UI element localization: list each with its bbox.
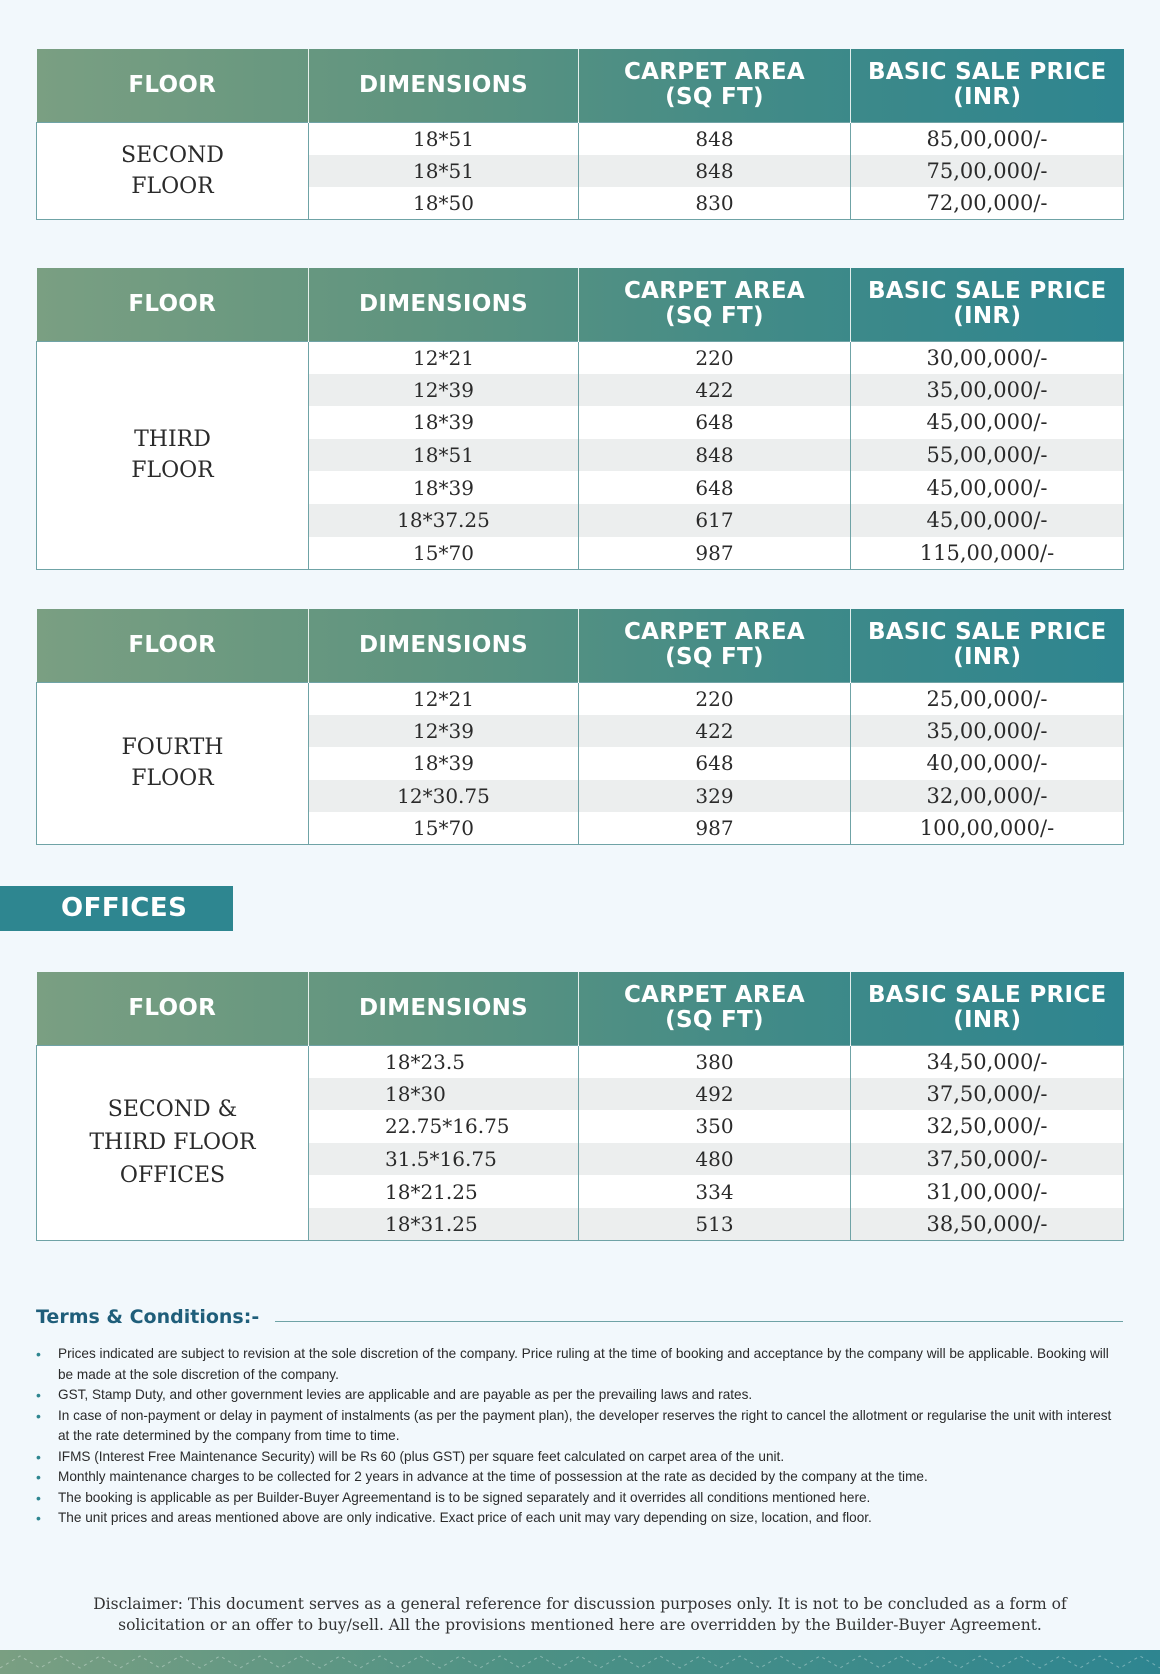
carpet-area-cell: 220 xyxy=(579,682,851,715)
header-price: BASIC SALE PRICE (INR) xyxy=(867,982,1107,1034)
dimensions-cell: 18*51 xyxy=(309,122,579,155)
price-cell: 38,50,000/- xyxy=(851,1208,1124,1241)
price-cell: 100,00,000/- xyxy=(851,812,1124,845)
dimensions-cell: 15*70 xyxy=(309,537,579,570)
list-item xyxy=(36,1385,1123,1406)
header-carpet-area: CARPET AREA (SQ FT) xyxy=(579,972,851,1045)
header-carpet-area: CARPET AREA (SQ FT) xyxy=(579,268,851,341)
price-cell: 35,00,000/- xyxy=(851,715,1124,748)
list-item xyxy=(36,1508,1123,1529)
dimensions-cell: 18*51 xyxy=(309,155,579,188)
term-text: GST, Stamp Duty, and other government levies are applicable and are payable as per the prevailing laws and rates. xyxy=(58,1387,753,1402)
price-cell: 32,50,000/- xyxy=(851,1110,1124,1143)
bullet-icon: • xyxy=(36,1407,41,1424)
table-header-row xyxy=(37,972,1124,1045)
dimensions-cell: 12*30.75 xyxy=(309,780,579,813)
list-item xyxy=(36,1488,1123,1509)
carpet-area-cell: 350 xyxy=(579,1110,851,1143)
term-text: The unit prices and areas mentioned above are only indicative. Exact price of each unit may vary depending on size, location, and floor. xyxy=(58,1510,872,1525)
term-text: IFMS (Interest Free Maintenance Security) will be Rs 60 (plus GST) per square feet calculated on carpet area of the unit. xyxy=(58,1448,785,1464)
table-row xyxy=(37,341,1124,374)
term-text: Prices indicated are subject to revision at the sole discretion of the company. Price ruling at the time of booking and acceptance by the company will be applicable. Booking will be made at the sole discretion of the company. xyxy=(58,1346,1109,1382)
price-cell: 45,00,000/- xyxy=(851,406,1124,439)
term-text: The booking is applicable as per Builder-Buyer Agreementand is to be signed separately and it overrides all conditions mentioned here. xyxy=(58,1489,871,1505)
header-dimensions: DIMENSIONS xyxy=(309,49,579,122)
dimensions-cell: 18*51 xyxy=(309,439,579,472)
header-price: BASIC SALE PRICE (INR) xyxy=(867,59,1107,111)
list-item xyxy=(36,1344,1123,1385)
price-cell: 30,00,000/- xyxy=(851,341,1124,374)
third-floor-price-table xyxy=(36,268,1124,570)
table-row xyxy=(37,682,1124,715)
second-floor-price-table xyxy=(36,49,1124,220)
bullet-icon: • xyxy=(36,1510,41,1526)
carpet-area-cell: 422 xyxy=(579,715,851,748)
offices-section-banner: OFFICES xyxy=(0,886,233,931)
footer-pattern-band xyxy=(0,1650,1160,1674)
price-cell: 45,00,000/- xyxy=(851,504,1124,537)
carpet-area-cell: 848 xyxy=(579,122,851,155)
header-dimensions: DIMENSIONS xyxy=(309,268,579,341)
fourth-floor-price-table xyxy=(36,609,1124,845)
table-row xyxy=(37,1045,1124,1078)
header-floor: FLOOR xyxy=(37,49,309,122)
dimensions-cell: 18*39 xyxy=(309,406,579,439)
price-cell: 37,50,000/- xyxy=(851,1078,1124,1111)
floor-label: SECOND FLOOR xyxy=(37,122,309,220)
term-text: In case of non-payment or delay in payment of instalments (as per the payment plan), the developer reserves the right to cancel the allotment or regularise the unit with interest at the rate determined by the company from time to time. xyxy=(58,1407,1112,1443)
carpet-area-cell: 848 xyxy=(579,439,851,472)
terms-divider xyxy=(275,1321,1123,1322)
price-cell: 75,00,000/- xyxy=(851,155,1124,188)
dimensions-cell: 18*37.25 xyxy=(309,504,579,537)
header-price: BASIC SALE PRICE (INR) xyxy=(867,278,1107,330)
header-dimensions: DIMENSIONS xyxy=(309,609,579,682)
header-dimensions: DIMENSIONS xyxy=(309,972,579,1045)
dimensions-cell: 18*39 xyxy=(309,471,579,504)
dimensions-cell: 18*50 xyxy=(309,187,579,220)
dimensions-cell: 22.75*16.75 xyxy=(309,1110,579,1143)
carpet-area-cell: 329 xyxy=(579,780,851,813)
price-cell: 25,00,000/- xyxy=(851,682,1124,715)
terms-title-row xyxy=(36,1302,1123,1332)
price-cell: 85,00,000/- xyxy=(851,122,1124,155)
price-cell: 72,00,000/- xyxy=(851,187,1124,220)
price-cell: 32,00,000/- xyxy=(851,780,1124,813)
carpet-area-cell: 648 xyxy=(579,471,851,504)
terms-title: Terms & Conditions:- xyxy=(36,1306,260,1328)
dimensions-cell: 12*21 xyxy=(309,682,579,715)
price-cell: 55,00,000/- xyxy=(851,439,1124,472)
bullet-icon: • xyxy=(36,1448,41,1465)
disclaimer-text: Disclaimer: This document serves as a general reference for discussion purposes only. It is not to be concluded as a form of solicitation or an offer to buy/sell. All the provisions mentioned here are overridden by the Builder-Buyer Agreement. xyxy=(93,1595,1067,1634)
header-carpet-area: CARPET AREA (SQ FT) xyxy=(579,49,851,122)
terms-list xyxy=(36,1344,1123,1529)
bullet-icon: • xyxy=(36,1469,41,1485)
price-cell: 40,00,000/- xyxy=(851,747,1124,780)
carpet-area-cell: 513 xyxy=(579,1208,851,1241)
dimensions-cell: 12*21 xyxy=(309,341,579,374)
carpet-area-cell: 422 xyxy=(579,374,851,407)
price-cell: 31,00,000/- xyxy=(851,1175,1124,1208)
bullet-icon: • xyxy=(36,1489,41,1506)
dimensions-cell: 31.5*16.75 xyxy=(309,1143,579,1176)
carpet-area-cell: 380 xyxy=(579,1045,851,1078)
carpet-area-cell: 987 xyxy=(579,812,851,845)
carpet-area-cell: 220 xyxy=(579,341,851,374)
floor-label: FOURTH FLOOR xyxy=(37,682,309,845)
list-item xyxy=(36,1467,1123,1488)
header-floor: FLOOR xyxy=(37,268,309,341)
price-cell: 115,00,000/- xyxy=(851,537,1124,570)
carpet-area-cell: 648 xyxy=(579,406,851,439)
dimensions-cell: 18*31.25 xyxy=(309,1208,579,1241)
dimensions-cell: 12*39 xyxy=(309,374,579,407)
carpet-area-cell: 830 xyxy=(579,187,851,220)
table-row xyxy=(37,122,1124,155)
dimensions-cell: 18*39 xyxy=(309,747,579,780)
dimensions-cell: 15*70 xyxy=(309,812,579,845)
bullet-icon: • xyxy=(36,1387,41,1403)
table-header-row xyxy=(37,609,1124,682)
carpet-area-cell: 648 xyxy=(579,747,851,780)
price-cell: 37,50,000/- xyxy=(851,1143,1124,1176)
carpet-area-cell: 492 xyxy=(579,1078,851,1111)
carpet-area-cell: 848 xyxy=(579,155,851,188)
dimensions-cell: 18*21.25 xyxy=(309,1175,579,1208)
table-header-row xyxy=(37,268,1124,341)
carpet-area-cell: 334 xyxy=(579,1175,851,1208)
table-header-row xyxy=(37,49,1124,122)
list-item xyxy=(36,1406,1123,1447)
carpet-area-cell: 480 xyxy=(579,1143,851,1176)
footer-pattern-icon xyxy=(0,1650,1160,1674)
header-floor: FLOOR xyxy=(37,972,309,1045)
floor-label: SECOND & THIRD FLOOR OFFICES xyxy=(37,1045,309,1241)
carpet-area-cell: 987 xyxy=(579,537,851,570)
offices-price-table xyxy=(36,972,1124,1241)
term-text: Monthly maintenance charges to be collected for 2 years in advance at the time of possession at the rate as decided by the company at the time. xyxy=(58,1469,928,1484)
price-cell: 35,00,000/- xyxy=(851,374,1124,407)
floor-label: THIRD FLOOR xyxy=(37,341,309,569)
terms-section xyxy=(36,1302,1123,1529)
list-item xyxy=(36,1447,1123,1468)
bullet-icon: • xyxy=(36,1346,41,1362)
header-floor: FLOOR xyxy=(37,609,309,682)
carpet-area-cell: 617 xyxy=(579,504,851,537)
price-cell: 45,00,000/- xyxy=(851,471,1124,504)
header-carpet-area: CARPET AREA (SQ FT) xyxy=(579,609,851,682)
dimensions-cell: 12*39 xyxy=(309,715,579,748)
header-price: BASIC SALE PRICE (INR) xyxy=(867,619,1107,671)
price-cell: 34,50,000/- xyxy=(851,1045,1124,1078)
dimensions-cell: 18*23.5 xyxy=(309,1045,579,1078)
dimensions-cell: 18*30 xyxy=(309,1078,579,1111)
